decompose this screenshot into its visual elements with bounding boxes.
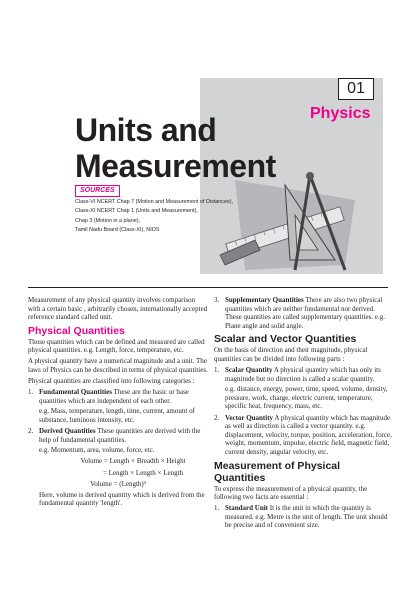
example-text: e.g. Momentum, area, volume, force, etc. <box>39 446 155 455</box>
term-scalar-quantity: Scalar Quantity <box>225 366 273 375</box>
list-item-fundamental <box>28 388 208 405</box>
list-item-text: A physical quantity which has magnitude as well as direction is called a vector quantity. e.g. displacement, velocity, torque, position, acceleration, force, weight, momentum, impulse, electric field, magnetic field, current density, angular velocity, etc. <box>225 413 392 456</box>
list-number: 2. <box>28 427 34 436</box>
list-number: 1. <box>214 366 220 375</box>
list-number: 1. <box>214 504 220 513</box>
list-number: 1. <box>28 388 34 397</box>
chapter-number: 01 <box>338 78 374 100</box>
chapter-title-line2: Measurement <box>75 148 276 184</box>
physical-quantities-heading: Physical Quantities <box>28 324 125 337</box>
paragraph: Physical quantities are classified into following categories : <box>28 377 195 386</box>
paragraph: Those quantities which can be defined and measured are called physical quantities. e.g. Length, force, temperature, etc. <box>28 337 205 355</box>
list-number: 2. <box>214 413 220 422</box>
paragraph: A physical quantity have a numerical magnitude and a unit. The laws of Physics can be described in terms of physical quantities. <box>28 357 208 375</box>
term-supplementary-quantities: Supplementary Quantities <box>225 296 304 304</box>
right-column <box>214 296 392 532</box>
intro-paragraph: Measurement of any physical quantity involves comparison with a certain basic , arbitrarily chosen, internationally accepted reference standard called unit. <box>28 296 208 322</box>
source-item: Class-VI NCERT Chap 7 (Motion and Measurement of Distances), <box>75 199 233 205</box>
list-item-text: There are also two physical quantities which are neither fundamental nor derived. These quantities are called supplementary quantities. e.g. Plane angle and solid angle. <box>225 296 385 330</box>
paragraph: To express the measurement of a physical quantity, the following two facts are essential : <box>214 484 368 502</box>
list-item-text: A physical quantity which has only its magnitude but no direction is called a scalar quantity. <box>225 366 381 383</box>
list-item-vector <box>214 414 392 457</box>
term-standard-unit: Standard Unit <box>225 504 268 513</box>
example-text: e.g. Mass, temperature, length, time, current, amount of substance, luminous intensity, etc. <box>39 407 195 425</box>
scalar-vector-heading: Scalar and Vector Quantities <box>214 333 357 346</box>
list-number: 3. <box>214 296 220 304</box>
list-item-supplementary <box>214 296 392 330</box>
chapter-title-line1: Units and <box>75 112 217 148</box>
term-vector-quantity: Vector Quantity <box>225 413 274 422</box>
example-text: e.g. distance, energy, power, time, speed, volume, density, pressure, work, charge, electric current, temperature, specific heat, frequency, mass, etc. <box>225 385 388 411</box>
measurement-heading: Measurement of Physical Quantities <box>214 459 341 484</box>
left-column <box>28 296 208 510</box>
formula-line: = Length × Length × Length <box>102 468 184 477</box>
subject-label: Physics <box>310 105 371 122</box>
source-item: Tamil Nadu Board (Class-XI), NIOS <box>75 226 160 233</box>
source-item: Chap 3 (Motion in a plane), <box>75 217 141 224</box>
list-item-standard-unit <box>214 504 392 530</box>
list-item-text: These quantities are derived with the help of fundamental quantities. <box>39 427 201 444</box>
formula-line: Volume = (Length)³ <box>90 479 146 488</box>
measuring-tools-illustration <box>215 170 365 280</box>
term-derived-quantities: Derived Quantities <box>39 427 96 436</box>
section-divider <box>28 287 388 288</box>
formula-line: Volume = Length × Breadth × Height <box>80 457 186 466</box>
sources-list <box>75 198 233 235</box>
list-item-scalar <box>214 366 392 383</box>
list-item-derived <box>28 427 208 444</box>
paragraph: Here, volume is derived quantity which is derived from the fundamental quantity 'length'. <box>39 490 205 508</box>
term-fundamental-quantities: Fundamental Quantities <box>39 388 112 397</box>
paragraph: On the basis of direction and their magnitude, physical quantities can be divided into following parts : <box>214 346 368 363</box>
list-item-text: It is the unit in which the quantity is measured. e.g. Metre is the unit of length. The unit should be precise and of convenient size. <box>225 504 388 530</box>
source-item: Class-XI NCERT Chap 1 (Units and Measurement), <box>75 208 198 215</box>
sources-tag: SOURCES <box>75 185 120 197</box>
list-item-text: These are the basic or base quantities which are independent of each other. <box>39 388 189 405</box>
